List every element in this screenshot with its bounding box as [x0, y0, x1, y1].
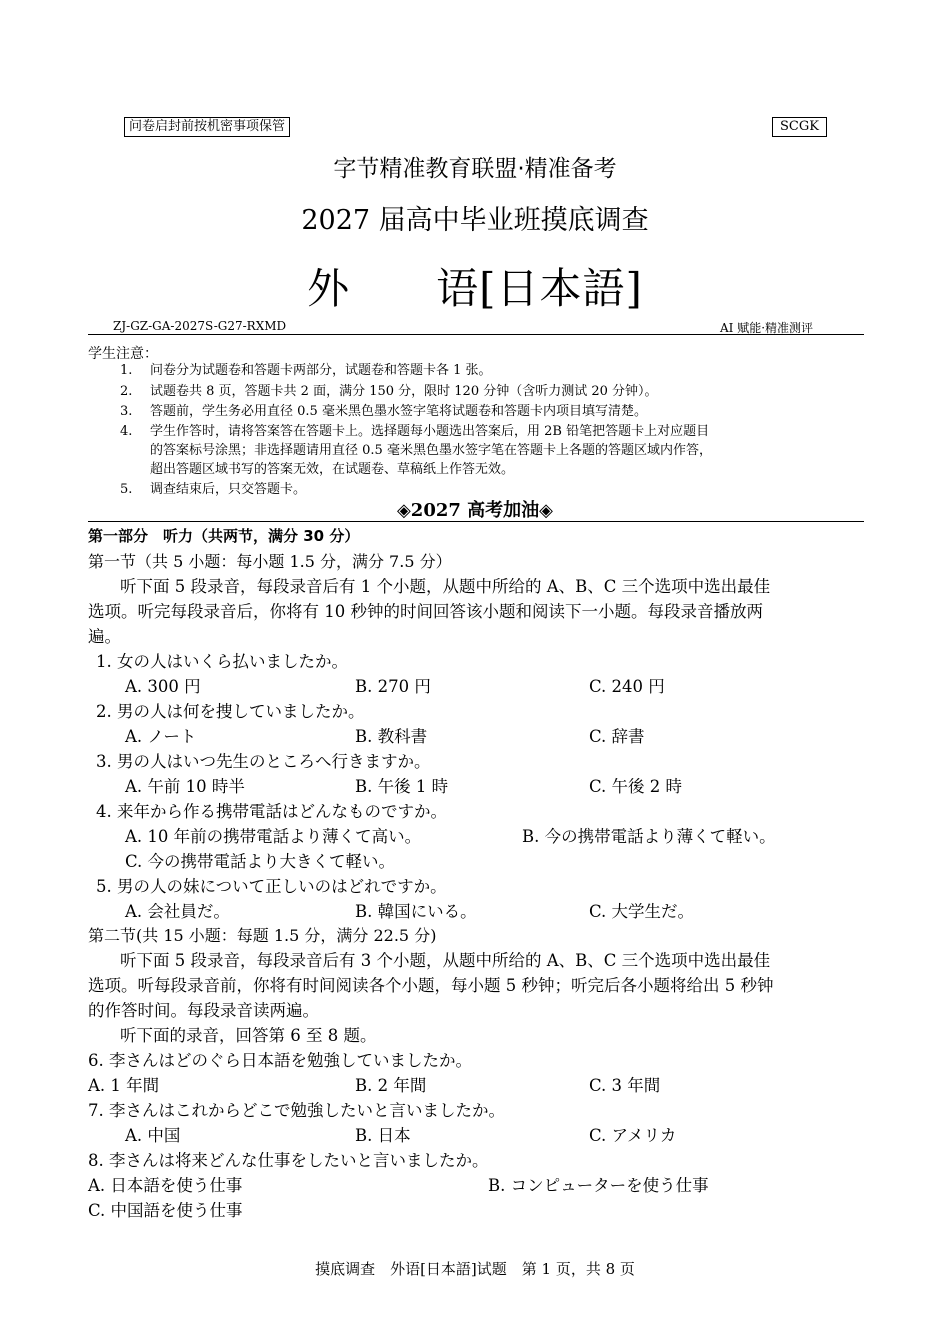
encouragement-banner: ◈2027 高考加油◈	[396, 500, 554, 521]
option-c: C. 中国語を使う仕事	[88, 1201, 243, 1220]
instruction-line: 遍。	[88, 627, 121, 646]
question-stem: 2. 男の人は何を捜していましたか。	[96, 702, 365, 721]
note-text: 超出答题区域书写的答案无效，在试题卷、草稿纸上作答无效。	[150, 462, 515, 477]
confidential-label: 问卷启封前按机密事项保管	[124, 117, 290, 137]
note-number: 3.	[120, 404, 133, 419]
option-a: A. 300 円	[125, 677, 201, 696]
option-a: A. 午前 10 時半	[125, 777, 245, 796]
alliance-subtitle: 字节精准教育联盟·精准备考	[333, 156, 617, 182]
exam-subtitle: 2027 届高中毕业班摸底调查	[301, 205, 649, 236]
option-b: B. 韓国にいる。	[355, 902, 477, 921]
page-title: 外 语[日本語]	[307, 264, 643, 313]
header-rule	[88, 334, 864, 335]
instruction-line: 听下面 5 段录音，每段录音后有 1 个小题，从题中所给的 A、B、C 三个选项中选出最佳	[120, 577, 771, 596]
part1-heading: 第一部分 听力（共两节，满分 30 分）	[88, 527, 360, 545]
note-text: 答题前，学生务必用直径 0.5 毫米黑色墨水签字笔将试题卷和答题卡内项目填写清楚。	[150, 404, 647, 419]
question-stem: 5. 男の人の妹について正しいのはどれですか。	[96, 877, 447, 896]
option-c: C. 240 円	[589, 677, 665, 696]
option-c: C. 午後 2 時	[589, 777, 683, 796]
document-code: ZJ-GZ-GA-2027S-G27-RXMD	[113, 319, 287, 333]
option-b: B. 午後 1 時	[355, 777, 449, 796]
question-stem: 6. 李さんはどのぐら日本語を勉強していましたか。	[88, 1051, 472, 1070]
listening-prompt: 听下面的录音，回答第 6 至 8 题。	[120, 1026, 377, 1045]
note-number: 1.	[120, 363, 133, 378]
code-box: SCGK	[772, 117, 827, 137]
note-number: 4.	[120, 424, 133, 439]
note-text: 调查结束后，只交答题卡。	[150, 482, 307, 497]
slogan: AI 赋能·精准测评	[720, 321, 814, 335]
question-stem: 7. 李さんはこれからどこで勉強したいと言いましたか。	[88, 1101, 505, 1120]
option-c: C. 今の携帯電話より大きくて軽い。	[125, 852, 396, 871]
notes-heading: 学生注意：	[88, 346, 158, 362]
instruction-line: 听下面 5 段录音，每段录音后有 3 个小题，从题中所给的 A、B、C 三个选项中选出最佳	[120, 951, 771, 970]
instruction-line: 选项。听完每段录音后，你将有 10 秒钟的时间回答该小题和阅读下一小题。每段录音播放两	[88, 602, 763, 621]
option-c: C. 大学生だ。	[589, 902, 695, 921]
option-c: C. 辞書	[589, 727, 645, 746]
option-b: B. 2 年間	[355, 1076, 427, 1095]
note-number: 2.	[120, 384, 133, 399]
option-a: A. ノート	[125, 727, 197, 746]
option-c: C. アメリカ	[589, 1126, 677, 1145]
option-a: A. 中国	[125, 1126, 181, 1145]
option-b: B. 今の携帯電話より薄くて軽い。	[522, 827, 776, 846]
note-text: 的答案标号涂黑；非选择题请用直径 0.5 毫米黑色墨水签字笔在答题卡上各题的答题区域内作答，	[150, 443, 712, 458]
note-text: 问卷分为试题卷和答题卡两部分，试题卷和答题卡各 1 张。	[150, 363, 492, 378]
option-a: A. 1 年間	[88, 1076, 160, 1095]
question-stem: 8. 李さんは将来どんな仕事をしたいと言いましたか。	[88, 1151, 489, 1170]
note-text: 学生作答时，请将答案答在答题卡上。选择题每小题选出答案后，用 2B 铅笔把答题卡上对应题目	[150, 424, 710, 439]
question-stem: 3. 男の人はいつ先生のところへ行きますか。	[96, 752, 431, 771]
instruction-line: 的作答时间。每段录音读两遍。	[88, 1001, 319, 1020]
option-a: A. 日本語を使う仕事	[88, 1176, 243, 1195]
instruction-line: 选项。听每段录音前，你将有时间阅读各个小题，每小题 5 秒钟；听完后各小题将给出 5 秒钟	[88, 976, 774, 995]
option-a: A. 10 年前の携帯電話より薄くて高い。	[125, 827, 422, 846]
option-b: B. 日本	[355, 1126, 411, 1145]
option-a: A. 会社員だ。	[125, 902, 230, 921]
option-c: C. 3 年間	[589, 1076, 661, 1095]
page-footer: 摸底调查 外语[日本語]试题 第 1 页，共 8 页	[315, 1260, 635, 1278]
question-stem: 1. 女の人はいくら払いましたか。	[96, 652, 348, 671]
note-text: 试题卷共 8 页，答题卡共 2 面，满分 150 分，限时 120 分钟（含听力测试 20 分钟）。	[150, 384, 658, 399]
section1-heading: 第一节（共 5 小题：每小题 1.5 分，满分 7.5 分）	[88, 552, 452, 571]
question-stem: 4. 来年から作る携帯電話はどんなものですか。	[96, 802, 447, 821]
note-number: 5.	[120, 482, 133, 497]
section2-heading: 第二节(共 15 小题：每题 1.5 分，满分 22.5 分)	[88, 926, 437, 945]
option-b: B. コンピューターを使う仕事	[488, 1176, 709, 1195]
section-rule	[88, 521, 864, 522]
option-b: B. 270 円	[355, 677, 431, 696]
option-b: B. 教科書	[355, 727, 428, 746]
